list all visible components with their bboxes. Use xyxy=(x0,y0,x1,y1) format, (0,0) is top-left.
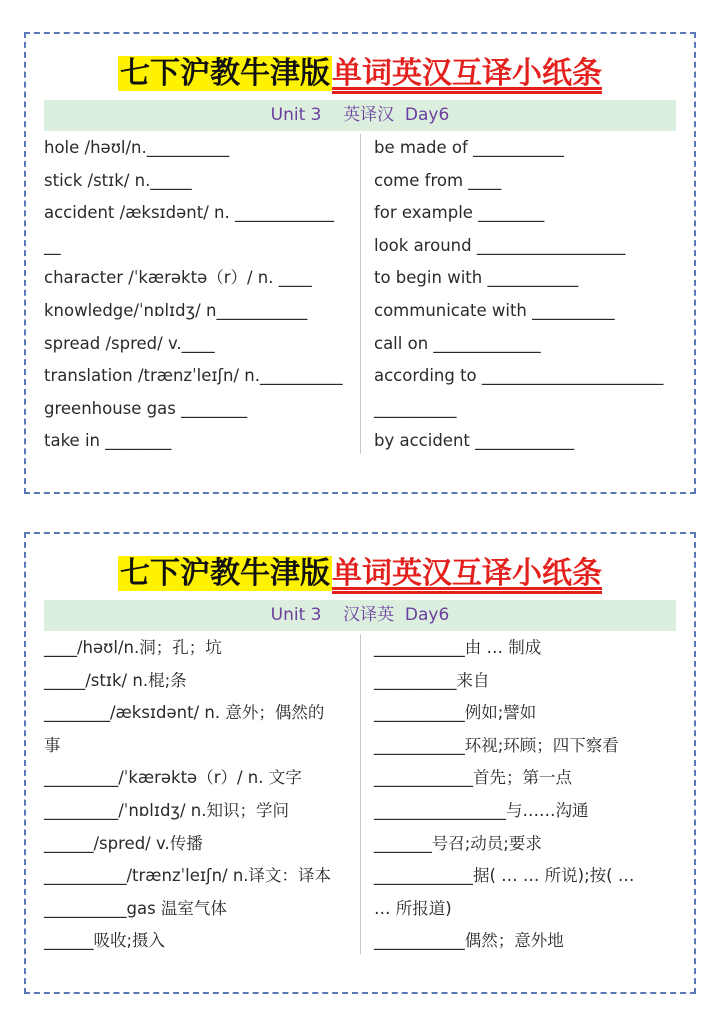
list-item: ________________与……沟通 xyxy=(374,800,589,820)
list-item: _________/ˈnɒlɪdʒ/ n.知识；学问 xyxy=(44,800,290,820)
list-item: hole /həʊl/n.__________ xyxy=(44,138,230,157)
list-item: according to ______________________ xyxy=(374,366,664,386)
list-item: __________ xyxy=(374,398,457,418)
two-column-list xyxy=(44,132,676,454)
list-item: _______号召;动员;要求 xyxy=(374,833,542,853)
worksheet-card-zh-to-en xyxy=(24,532,696,994)
list-item: ___________环视;环顾；四下察看 xyxy=(374,735,619,755)
list-item: __________/trænzˈleɪʃn/ n.译文：译本 xyxy=(44,866,332,886)
list-item: for example ________ xyxy=(374,203,545,223)
list-item: look around __________________ xyxy=(374,235,626,255)
title-highlight: 七下沪教牛津版 xyxy=(120,556,330,591)
title-highlight: 七下沪教牛津版 xyxy=(120,56,330,91)
right-column xyxy=(374,632,684,958)
list-item: __________gas 温室气体 xyxy=(44,898,227,918)
unit-subtitle-bar: Unit 3 英译汉 Day6 xyxy=(44,100,676,131)
left-column xyxy=(44,632,352,958)
list-item: ____________首先；第一点 xyxy=(374,768,572,788)
list-item: ______吸收;摄入 xyxy=(44,931,166,951)
left-column xyxy=(44,132,352,458)
list-item: ___________例如;譬如 xyxy=(374,703,537,723)
list-item: 事 xyxy=(44,735,61,755)
list-item: ______/spred/ v.传播 xyxy=(44,833,203,853)
list-item: spread /spred/ v.____ xyxy=(44,333,215,353)
list-item: ________/æksɪdənt/ n. 意外；偶然的 xyxy=(44,703,325,723)
list-item: communicate with __________ xyxy=(374,300,615,320)
column-divider xyxy=(360,134,361,454)
list-item: ____________据( … … 所说);按( … xyxy=(374,866,635,886)
list-item: ___________由 … 制成 xyxy=(374,638,542,657)
list-item: _________/ˈkærəktə（r）/ n. 文字 xyxy=(44,768,302,788)
list-item: knowledge/ˈnɒlɪdʒ/ n___________ xyxy=(44,300,308,320)
list-item: call on _____________ xyxy=(374,333,541,353)
list-item: greenhouse gas ________ xyxy=(44,398,248,418)
list-item: to begin with ___________ xyxy=(374,268,579,288)
list-item: __________来自 xyxy=(374,670,490,690)
unit-subtitle-bar: Unit 3 汉译英 Day6 xyxy=(44,600,676,631)
card-title xyxy=(26,548,694,600)
list-item: _____/stɪk/ n.棍;条 xyxy=(44,670,187,690)
list-item: ___________偶然；意外地 xyxy=(374,931,564,951)
list-item: … 所报道) xyxy=(374,898,452,918)
list-item: take in ________ xyxy=(44,431,172,451)
list-item: be made of ___________ xyxy=(374,138,564,157)
right-column xyxy=(374,132,684,458)
list-item: character /ˈkærəktə（r）/ n. ____ xyxy=(44,268,312,288)
card-title xyxy=(26,48,694,100)
list-item: come from ____ xyxy=(374,170,502,190)
column-divider xyxy=(360,634,361,954)
worksheet-card-en-to-zh xyxy=(24,32,696,494)
list-item: stick /stɪk/ n._____ xyxy=(44,170,192,190)
title-red: 单词英汉互译小纸条 xyxy=(332,556,602,591)
list-item: by accident ____________ xyxy=(374,431,575,451)
list-item: __ xyxy=(44,235,61,255)
list-item: ____/həʊl/n.洞；孔；坑 xyxy=(44,638,222,657)
list-item: accident /æksɪdənt/ n. ____________ xyxy=(44,203,334,223)
list-item: translation /trænzˈleɪʃn/ n.__________ xyxy=(44,366,343,386)
two-column-list xyxy=(44,632,676,954)
title-red: 单词英汉互译小纸条 xyxy=(332,56,602,91)
